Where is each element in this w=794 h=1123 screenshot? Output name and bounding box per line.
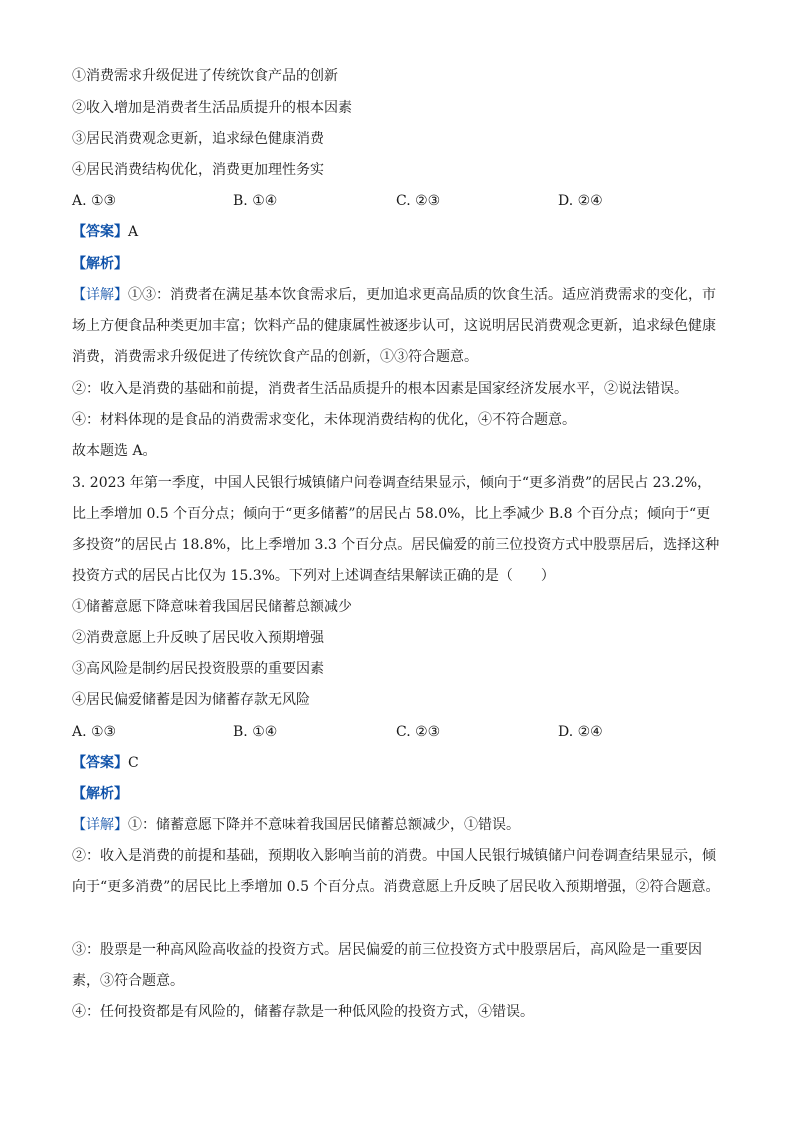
q3-detail-3: ③：股票是一种高风险高收益的投资方式。居民偏爱的前三位投资方式中股票居后，高风险是一重要因素，③符合题意。 <box>72 942 702 989</box>
q2-option-b: B. ①④ <box>233 193 278 209</box>
q3-detail-4: ④：任何投资都是有风险的，储蓄存款是一种低风险的投资方式，④错误。 <box>72 1004 534 1020</box>
q3-stem: 3. 2023 年第一季度，中国人民银行城镇储户问卷调查结果显示，倾向于“更多消费”的居民占 23.2%，比上季增加 0.5 个百分点；倾向于“更多储蓄”的居民占 58.0%，比上季减少 B.8 个百分点；倾向于“更多投资”的居民占 18.8%，比上季增加 3.3 个百分点。居民偏爱的前三位投资方式中股票居后，选择这种投资方式的居民占比仅为 15.3%。下列对上述调查结果解读正确的是（ ） <box>72 475 720 584</box>
q3-statement-3: ③高风险是制约居民投资股票的重要因素 <box>72 661 324 677</box>
q2-option-a: A. ①③ <box>72 193 117 209</box>
answer-value: C <box>128 755 139 771</box>
q3-statement-1: ①储蓄意愿下降意味着我国居民储蓄总额减少 <box>72 599 352 615</box>
analysis-tag: 【解析】 <box>72 256 128 272</box>
detail-text: ①③：消费者在满足基本饮食需求后，更加追求更高品质的饮食生活。适应消费需求的变化，市场上方便食品种类更加丰富；饮料产品的健康属性被逐步认可，这说明居民消费观念更新，追求绿色健康消费，消费需求升级促进了传统饮食产品的创新，①③符合题意。 <box>72 287 716 365</box>
q2-detail-3: ④：材料体现的是食品的消费需求变化，未体现消费结构的优化，④不符合题意。 <box>72 412 576 428</box>
q2-detail-1 <box>72 280 722 373</box>
q2-statement-2: ②收入增加是消费者生活品质提升的根本因素 <box>72 100 352 116</box>
q3-analysis-heading <box>72 784 128 804</box>
detail-tag: 【详解】 <box>72 817 128 833</box>
answer-tag: 【答案】 <box>72 224 128 240</box>
q2-answer <box>72 222 138 242</box>
q2-statement-3: ③居民消费观念更新，追求绿色健康消费 <box>72 131 324 147</box>
q3-option-a: A. ①③ <box>72 724 117 740</box>
q2-conclusion: 故本题选 A。 <box>72 443 157 459</box>
q2-option-c: C. ②③ <box>396 193 441 209</box>
q2-statement-4: ④居民消费结构优化，消费更加理性务实 <box>72 162 324 178</box>
q3-answer <box>72 753 139 773</box>
q2-detail-2: ②：收入是消费的基础和前提，消费者生活品质提升的根本因素是国家经济发展水平，②说法错误。 <box>72 381 688 397</box>
q3-option-b: B. ①④ <box>233 724 278 740</box>
q2-analysis-heading <box>72 254 128 274</box>
q3-statement-2: ②消费意愿上升反映了居民收入预期增强 <box>72 630 324 646</box>
q3-option-d: D. ②④ <box>558 724 603 740</box>
q2-options <box>72 191 722 211</box>
answer-tag: 【答案】 <box>72 755 128 771</box>
q2-statement-1: ①消费需求升级促进了传统饮食产品的创新 <box>72 68 338 84</box>
detail-text: ①：储蓄意愿下降并不意味着我国居民储蓄总额减少，①错误。 <box>128 817 520 833</box>
analysis-tag: 【解析】 <box>72 786 128 802</box>
answer-value: A <box>128 224 139 240</box>
q3-statement-4: ④居民偏爱储蓄是因为储蓄存款无风险 <box>72 692 310 708</box>
q3-option-c: C. ②③ <box>396 724 441 740</box>
detail-tag: 【详解】 <box>72 287 128 303</box>
q3-detail-2: ②：收入是消费的前提和基础，预期收入影响当前的消费。中国人民银行城镇储户问卷调查结果显示，倾向于“更多消费”的居民比上季增加 0.5 个百分点。消费意愿上升反映了居民收入预期增强，②符合题意。 <box>72 848 720 895</box>
q2-option-d: D. ②④ <box>558 193 603 209</box>
q3-detail-1 <box>72 815 520 835</box>
q3-options <box>72 722 722 742</box>
